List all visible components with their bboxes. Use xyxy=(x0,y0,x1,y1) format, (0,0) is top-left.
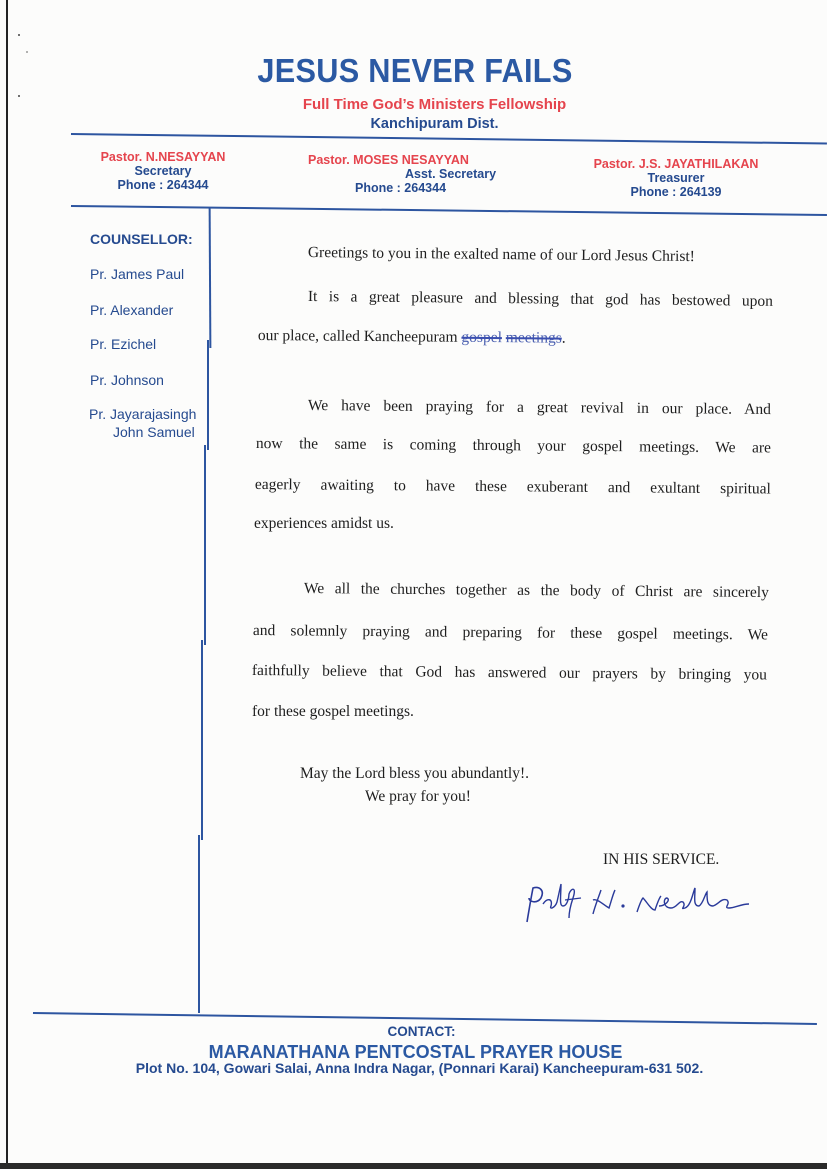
counsellor-list xyxy=(89,231,197,440)
paragraph-3-line: We all the churches together as the body of Christ are sincerely xyxy=(303,580,769,602)
officer-name: Pastor. N.NESAYYAN xyxy=(100,150,226,164)
officer-phone: Phone : 264344 xyxy=(117,178,209,192)
scan-speck xyxy=(26,51,28,53)
counsellor-item: John Samuel xyxy=(113,424,195,440)
counsellor-item: Pr. Alexander xyxy=(90,302,174,318)
letterhead-subtitle: Full Time God’s Ministers Fellowship xyxy=(302,96,567,113)
paragraph-2-line: We have been praying for a great revival in our place. And xyxy=(307,397,771,419)
officer-role: Asst. Secretary xyxy=(405,167,497,181)
footer-organization: MARANATHANA PENTCOSTAL PRAYER HOUSE xyxy=(208,1042,623,1062)
paragraph-2-line: eagerly awaiting to have these exuberant and exultant spiritual xyxy=(254,476,771,498)
blessing-line: May the Lord bless you abundantly!. xyxy=(300,765,530,782)
greeting-line: Greetings to you in the exalted name of our Lord Jesus Christ! xyxy=(307,244,695,266)
paragraph-3-line: faithfully believe that God has answered our prayers by bringing you xyxy=(251,662,767,684)
struck-word: meetings xyxy=(505,329,562,347)
paragraph-2-line: now the same is coming through your gospel meetings. We are xyxy=(255,435,771,457)
officer-name: Pastor. J.S. JAYATHILAKAN xyxy=(593,157,759,171)
officer-role: Treasurer xyxy=(647,171,705,185)
officer-treasurer xyxy=(576,157,776,199)
prayer-line: We pray for you! xyxy=(365,788,471,805)
paragraph-1-line: It is a great pleasure and blessing that god has bestowed upon xyxy=(307,288,773,310)
counsellor-item: Pr. Johnson xyxy=(90,372,164,388)
officer-phone: Phone : 264139 xyxy=(630,185,722,199)
letterhead-title: JESUS NEVER FAILS xyxy=(257,52,573,89)
counsellor-item: Pr. James Paul xyxy=(90,266,185,282)
officer-secretary xyxy=(88,150,238,192)
footer-address: Plot No. 104, Gowari Salai, Anna Indra Nagar, (Ponnari Karai) Kancheepuram-631 502. xyxy=(135,1060,704,1076)
struck-word: gospel xyxy=(461,328,503,347)
sidebar-divider xyxy=(201,640,203,840)
paragraph-3-line: and solemnly praying and preparing for these gospel meetings. We xyxy=(252,622,768,644)
counsellor-heading: COUNSELLOR: xyxy=(90,231,193,247)
paragraph-text: our place, called Kancheepuram xyxy=(257,327,462,346)
sidebar-divider xyxy=(207,340,209,450)
officer-asst-secretary xyxy=(300,153,520,195)
signature xyxy=(515,878,775,928)
counsellor-item: Pr. Jayarajasingh xyxy=(89,406,197,422)
scan-edge xyxy=(0,1163,827,1169)
closing-line: IN HIS SERVICE. xyxy=(603,851,720,868)
paragraph-2-line: experiences amidst us. xyxy=(254,515,394,532)
officer-phone: Phone : 264344 xyxy=(355,181,447,195)
counsellor-item: Pr. Ezichel xyxy=(90,336,157,352)
officer-name: Pastor. MOSES NESAYYAN xyxy=(308,153,469,167)
paragraph-1-line xyxy=(258,327,566,348)
sidebar-divider xyxy=(204,445,206,645)
sidebar-divider xyxy=(198,835,200,1013)
officer-role: Secretary xyxy=(134,164,192,178)
letterhead-district: Kanchipuram Dist. xyxy=(370,116,499,132)
scan-speck xyxy=(18,34,20,36)
paragraph-3-line: for these gospel meetings. xyxy=(252,703,414,720)
paragraph-text: . xyxy=(561,329,566,347)
footer-contact-label: CONTACT: xyxy=(387,1024,456,1039)
